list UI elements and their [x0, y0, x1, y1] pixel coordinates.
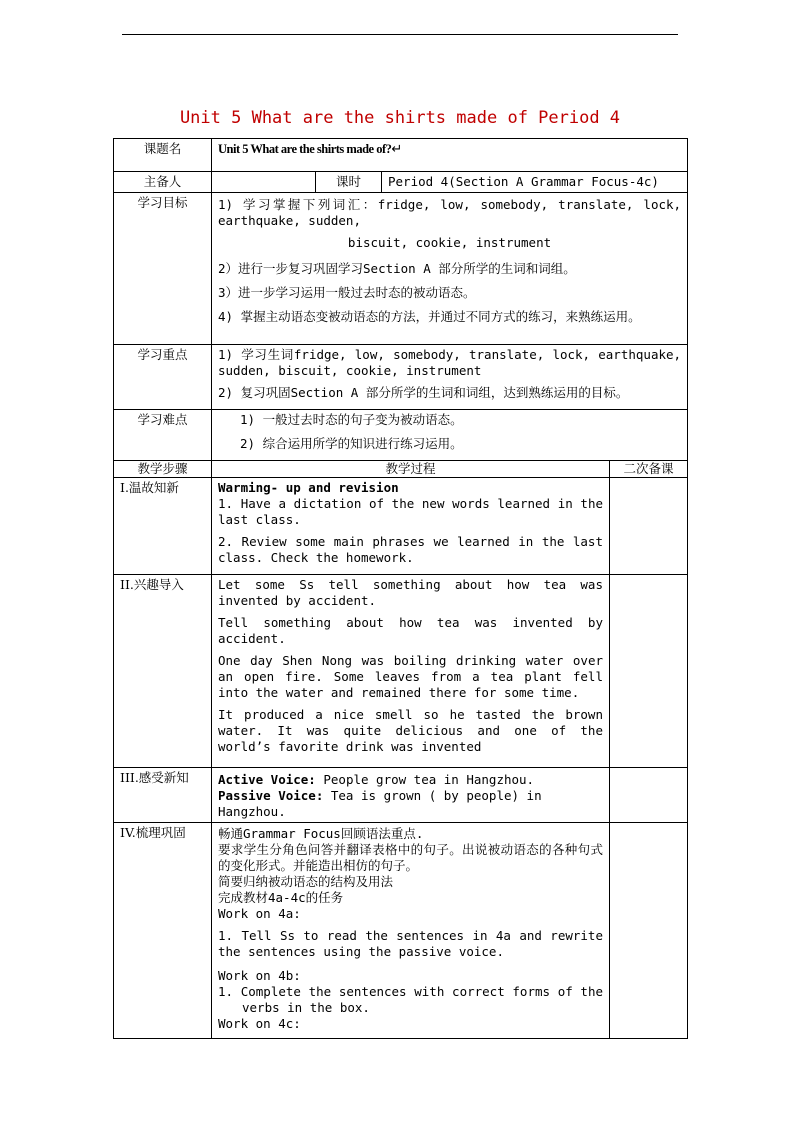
- step-3-notes: [610, 768, 688, 823]
- step-2-p3: One day Shen Nong was boiling drinking water over an open fire. Some leaves from a tea plant fell into the water and remained there for some time.: [218, 653, 603, 700]
- step-2-p2: Tell something about how tea was invented by accident.: [218, 615, 603, 646]
- topic-label: 课题名: [114, 139, 212, 172]
- active-voice-text: People grow tea in Hangzhou.: [315, 772, 535, 787]
- step-4-content: [212, 823, 610, 1039]
- step-3-content: [212, 768, 610, 823]
- key-point-2: 2) 复习巩固Section A 部分所学的生词和词组，达到熟练运用的目标。: [218, 385, 629, 400]
- step-4-l3: 简要归纳被动语态的结构及用法: [218, 874, 394, 889]
- steps-col-header: 教学步骤: [114, 461, 212, 478]
- step-4-l5: Work on 4a:: [218, 906, 301, 921]
- step-4-notes: [610, 823, 688, 1039]
- lesson-plan-table: [113, 138, 688, 1039]
- step-2-p1: Let some Ss tell something about how tea was invented by accident.: [218, 577, 603, 608]
- step-4-l1: 畅通Grammar Focus回顾语法重点.: [218, 826, 424, 841]
- hours-label: 课时: [316, 172, 382, 193]
- document-title: Unit 5 What are the shirts made of Period 4: [179, 108, 621, 128]
- preparer-row: [114, 172, 688, 193]
- step-3-row: [114, 768, 688, 823]
- header-rule: [122, 34, 678, 35]
- step-3-label: III.感受新知: [114, 768, 212, 823]
- key-points-content: [212, 345, 688, 410]
- step-4-l9: Work on 4c:: [218, 1016, 301, 1031]
- step-4-l4: 完成教材4a-4c的任务: [218, 890, 344, 905]
- second-prep-col-header: 二次备课: [610, 461, 688, 478]
- goal-2: 2）进行一步复习巩固学习Section A 部分所学的生词和词组。: [218, 261, 576, 276]
- hours-value: Period 4(Section A Grammar Focus-4c): [382, 172, 688, 193]
- process-col-header: 教学过程: [212, 461, 610, 478]
- goal-3: 3）进一步学习运用一般过去时态的被动语态。: [218, 285, 476, 300]
- step-1-p1: 1. Have a dictation of the new words learned in the last class.: [218, 496, 603, 527]
- step-4-label: IV.梳理巩固: [114, 823, 212, 1039]
- step-2-content: [212, 575, 610, 768]
- goal-1b: biscuit, cookie, instrument: [347, 235, 552, 250]
- difficulties-row: [114, 410, 688, 461]
- step-4-l8: 1. Complete the sentences with correct forms of the verbs in the box.: [218, 984, 603, 1015]
- step-2-row: [114, 575, 688, 768]
- difficulties-label: 学习难点: [114, 410, 212, 461]
- key-point-1: 1) 学习生词fridge, low, somebody, translate, lock, earthquake, sudden, biscuit, cookie, instrument: [218, 347, 682, 378]
- step-4-l2: 要求学生分角色问答并翻译表格中的句子。出说被动语态的各种句式的变化形式。并能造出相仿的句子。: [218, 842, 603, 873]
- step-1-label: I.温故知新: [114, 478, 212, 575]
- step-1-content: [212, 478, 610, 575]
- difficulties-content: [212, 410, 688, 461]
- preparer-value: [212, 172, 316, 193]
- step-2-notes: [610, 575, 688, 768]
- topic-value: Unit 5 What are the shirts made of?↵: [212, 139, 688, 172]
- step-1-row: [114, 478, 688, 575]
- goals-content: [212, 193, 688, 345]
- step-4-l6: 1. Tell Ss to read the sentences in 4a and rewrite the sentences using the passive voice.: [218, 928, 603, 959]
- step-2-p4: It produced a nice smell so he tasted the brown water. It was quite delicious and one of the world’s favorite drink was invented: [218, 707, 603, 754]
- passive-voice-text: Tea is grown ( by people) in Hangzhou.: [218, 788, 542, 819]
- steps-header-row: [114, 461, 688, 478]
- difficulty-1: 1) 一般过去时态的句子变为被动语态。: [240, 412, 463, 427]
- step-4-l7: Work on 4b:: [218, 968, 301, 983]
- key-points-label: 学习重点: [114, 345, 212, 410]
- key-points-row: [114, 345, 688, 410]
- active-voice-line: [218, 772, 603, 788]
- step-1-notes: [610, 478, 688, 575]
- active-voice-label: Active Voice:: [218, 772, 316, 787]
- goals-label: 学习目标: [114, 193, 212, 345]
- goals-row: [114, 193, 688, 345]
- preparer-label: 主备人: [114, 172, 212, 193]
- goal-1a: 1) 学习掌握下列词汇：fridge, low, somebody, translate, lock, earthquake, sudden,: [218, 197, 682, 228]
- step-2-label: II.兴趣导入: [114, 575, 212, 768]
- step-1-p2: 2. Review some main phrases we learned in the last class. Check the homework.: [218, 534, 603, 565]
- passive-voice-line: [218, 788, 603, 820]
- step-4-row: [114, 823, 688, 1039]
- goal-4: 4) 掌握主动语态变被动语态的方法，并通过不同方式的练习，来熟练运用。: [218, 309, 641, 324]
- difficulty-2: 2) 综合运用所学的知识进行练习运用。: [240, 436, 463, 451]
- passive-voice-label: Passive Voice:: [218, 788, 324, 803]
- topic-row: [114, 139, 688, 172]
- step-1-heading: Warming- up and revision: [218, 480, 399, 495]
